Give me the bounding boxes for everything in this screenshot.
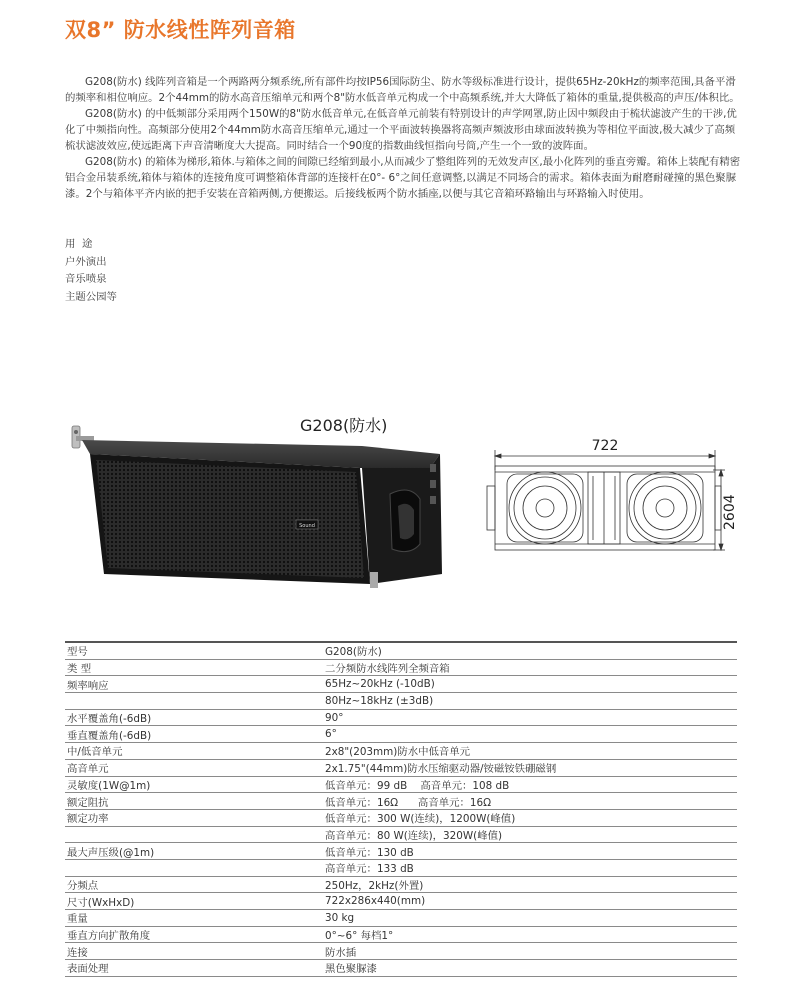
spec-value: 0°~6° 每档1°: [323, 926, 737, 943]
table-row: [65, 676, 737, 693]
table-row: [65, 809, 737, 826]
height-dimension-label: 2604: [722, 494, 738, 530]
spec-value: 高音单元：133 dB: [323, 859, 737, 876]
spec-label: [65, 859, 323, 876]
dimension-drawing: [483, 436, 738, 566]
spec-value: 65Hz~20kHz (-10dB): [323, 676, 737, 693]
spec-value: 30 kg: [323, 910, 737, 927]
spec-value: 高音单元：80 W(连续)，320W(峰值): [323, 826, 737, 843]
speaker-photo: [70, 424, 450, 594]
spec-value: 6°: [323, 726, 737, 743]
spec-value: 低音单元：300 W(连续)，1200W(峰值): [323, 809, 737, 826]
usage-item: 主题公园等: [65, 290, 117, 303]
spec-label: 水平覆盖角(-6dB): [65, 709, 323, 726]
spec-label: [65, 826, 323, 843]
spec-label: 最大声压级(@1m): [65, 843, 323, 860]
table-row: [65, 709, 737, 726]
spec-label: 表面处理: [65, 960, 323, 977]
spec-label: 分频点: [65, 876, 323, 893]
spec-value: 防水插: [323, 943, 737, 960]
logo-text: Sound: [299, 523, 315, 529]
intro-paragraph: G208(防水) 线阵列音箱是一个两路两分频系统,所有部件均按IP56国际防尘、防水等级标准进行设计，提供65Hz-20kHz的频率范围,具备平滑的频率和相位响应。2个44mm的防水高音压缩单元和两个8"防水低音单元构成一个中高频系统,并大大降低了箱体的重量,提供极高的声压/体积比。: [65, 76, 740, 104]
intro-text: [65, 74, 745, 202]
spec-value: G208(防水): [323, 642, 737, 659]
usage-list: [65, 236, 117, 306]
usage-item: 音乐喷泉: [65, 273, 107, 285]
table-row: [65, 743, 737, 760]
spec-label: 高音单元: [65, 759, 323, 776]
spec-label: 灵敏度(1W@1m): [65, 776, 323, 793]
spec-label: [65, 693, 323, 710]
spec-value: 90°: [323, 709, 737, 726]
table-row: [65, 876, 737, 893]
table-row: [65, 826, 737, 843]
spec-label: 额定功率: [65, 809, 323, 826]
table-row: [65, 960, 737, 977]
spec-value: 黑色聚脲漆: [323, 960, 737, 977]
spec-value: 低音单元：99 dB 高音单元：108 dB: [323, 776, 737, 793]
spec-value: 2x1.75"(44mm)防水压缩驱动器/铵磁铵铁硼磁钢: [323, 759, 737, 776]
spec-label: 额定阻抗: [65, 793, 323, 810]
spec-value: 低音单元：130 dB: [323, 843, 737, 860]
spec-label: 重量: [65, 910, 323, 927]
table-row: [65, 659, 737, 676]
table-row: [65, 926, 737, 943]
spec-label: 垂直方向扩散角度: [65, 926, 323, 943]
spec-label: 尺寸(WxHxD): [65, 893, 323, 910]
table-row: [65, 910, 737, 927]
width-dimension-label: 722: [591, 438, 619, 454]
table-row: [65, 759, 737, 776]
table-row: [65, 893, 737, 910]
model-caption: G208(防水): [300, 416, 388, 435]
spec-label: 中/低音单元: [65, 743, 323, 760]
spec-label: 类 型: [65, 659, 323, 676]
spec-value: 80Hz~18kHz (±3dB): [323, 693, 737, 710]
table-row: [65, 843, 737, 860]
table-row: [65, 943, 737, 960]
spec-value: 722x286x440(mm): [323, 893, 737, 910]
table-row: [65, 859, 737, 876]
spec-value: 250Hz，2kHz(外置): [323, 876, 737, 893]
table-row: [65, 793, 737, 810]
spec-label: 型号: [65, 642, 323, 659]
table-row: [65, 776, 737, 793]
usage-item: 户外演出: [65, 255, 107, 268]
spec-label: 连接: [65, 943, 323, 960]
table-row: [65, 726, 737, 743]
usage-heading: 用 途: [65, 238, 93, 250]
spec-value: 二分频防水线阵列全频音箱: [323, 659, 737, 676]
spec-label: 频率响应: [65, 676, 323, 693]
table-row: [65, 693, 737, 710]
spec-value: 低音单元：16Ω 高音单元：16Ω: [323, 793, 737, 810]
intro-paragraph: G208(防水) 的中低频部分采用两个150W的8"防水低音单元,在低音单元前装有特别设计的声学网罩,防止因中频段由于梳状滤波产生的干涉,优化了中频指向性。高频部分使用2个44mm防水高音压缩单元,通过一个平面波转换器将高频声频波形由球面波转换为等相位平面波,极大减少了高频梳状滤波效应,使远距离下声音清晰度大大提高。同时结合一个90度的指数曲线恒指向号筒,产生一个一致的波阵面。: [65, 108, 737, 152]
page-title: 双8” 防水线性阵列音箱: [65, 18, 296, 42]
spec-label: 垂直覆盖角(-6dB): [65, 726, 323, 743]
intro-paragraph: G208(防水) 的箱体为梯形,箱体.与箱体之间的间隙已经缩到最小,从而减少了整组阵列的无效发声区,最小化阵列的垂直旁瓣。箱体上装配有精密铝合金吊装系统,箱体与箱体的连接角度可调整箱体背部的连接杆在0°- 6°之间任意调整,以满足不同场合的需求。箱体表面为耐磨耐碰撞的黑色聚脲漆。2个与箱体平齐内嵌的把手安装在音箱两侧,方便搬运。后接线板两个防水插座,以便与其它音箱环路输出与环路输入时使用。: [65, 156, 741, 200]
table-row: [65, 642, 737, 659]
spec-value: 2x8"(203mm)防水中低音单元: [323, 743, 737, 760]
spec-table: [65, 641, 737, 977]
